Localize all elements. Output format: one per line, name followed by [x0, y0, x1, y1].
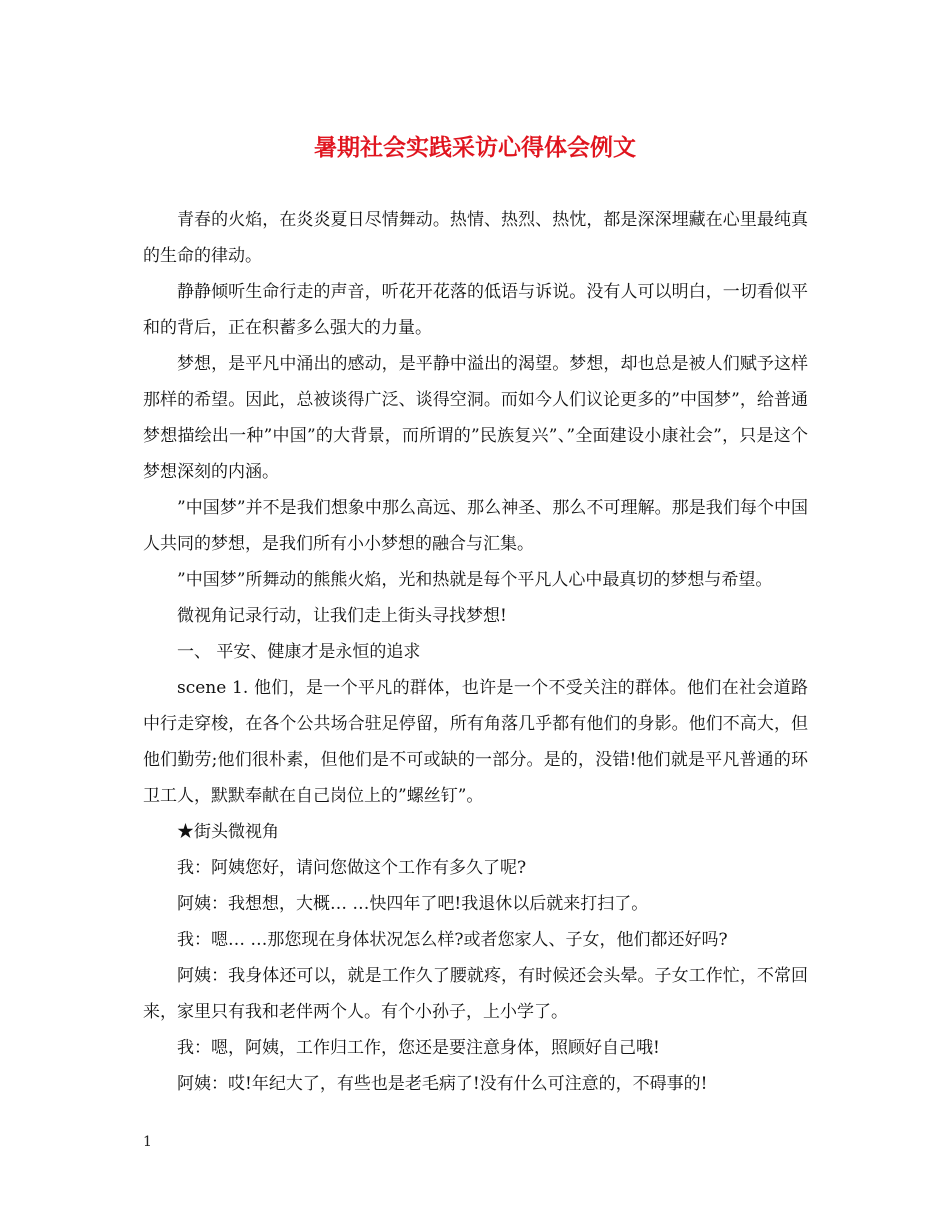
- paragraph: 青春的火焰，在炎炎夏日尽情舞动。热情、热烈、热忱，都是深深埋藏在心里最纯真的生命的律动。: [143, 210, 808, 266]
- paragraph: scene 1. 他们，是一个平凡的群体，也许是一个不受关注的群体。他们在社会道路中行走穿梭，在各个公共场合驻足停留，所有角落几乎都有他们的身影。他们不高大，但他们勤劳;他们很朴素，但他们是不可或缺的一部分。是的，没错!他们就是平凡普通的环卫工人，默默奉献在自己岗位上的”螺丝钉”。: [143, 678, 808, 806]
- dialogue-line: 阿姨：哎!年纪大了，有些也是老毛病了!没有什么可注意的，不碍事的!: [177, 1074, 708, 1094]
- page-number: 1: [143, 1134, 152, 1150]
- dialogue-line: 我：嗯… …那您现在身体状况怎么样?或者您家人、子女，他们都还好吗?: [177, 930, 728, 950]
- paragraph: ”中国梦”并不是我们想象中那么高远、那么神圣、那么不可理解。那是我们每个中国人共同的梦想，是我们所有小小梦想的融合与汇集。: [143, 498, 808, 554]
- dialogue-line: 阿姨：我想想，大概… …快四年了吧!我退休以后就来打扫了。: [177, 894, 649, 914]
- dialogue-line: 阿姨：我身体还可以，就是工作久了腰就疼，有时候还会头晕。子女工作忙，不常回来，家里只有我和老伴两个人。有个小孙子，上小学了。: [143, 966, 808, 1022]
- document-body: [143, 202, 808, 1102]
- subsection-heading: ★街头微视角: [177, 822, 279, 842]
- paragraph: 静静倾听生命行走的声音，听花开花落的低语与诉说。没有人可以明白，一切看似平和的背后，正在积蓄多么强大的力量。: [143, 282, 808, 338]
- paragraph: 微视角记录行动，让我们走上街头寻找梦想!: [177, 606, 507, 626]
- paragraph: 梦想，是平凡中涌出的感动，是平静中溢出的渴望。梦想，却也总是被人们赋予这样那样的希望。因此，总被谈得广泛、谈得空洞。而如今人们议论更多的”中国梦”，给普通梦想描绘出一种”中国”的大背景，而所谓的”民族复兴”、”全面建设小康社会”，只是这个梦想深刻的内涵。: [143, 354, 808, 482]
- paragraph: ”中国梦”所舞动的熊熊火焰，光和热就是每个平凡人心中最真切的梦想与希望。: [177, 570, 773, 590]
- dialogue-line: 我：嗯，阿姨，工作归工作，您还是要注意身体，照顾好自己哦!: [177, 1038, 660, 1058]
- document-title: 暑期社会实践采访心得体会例文: [314, 134, 636, 161]
- dialogue-line: 我：阿姨您好，请问您做这个工作有多久了呢?: [177, 858, 527, 878]
- section-heading: 一、 平安、健康才是永恒的追求: [177, 642, 421, 662]
